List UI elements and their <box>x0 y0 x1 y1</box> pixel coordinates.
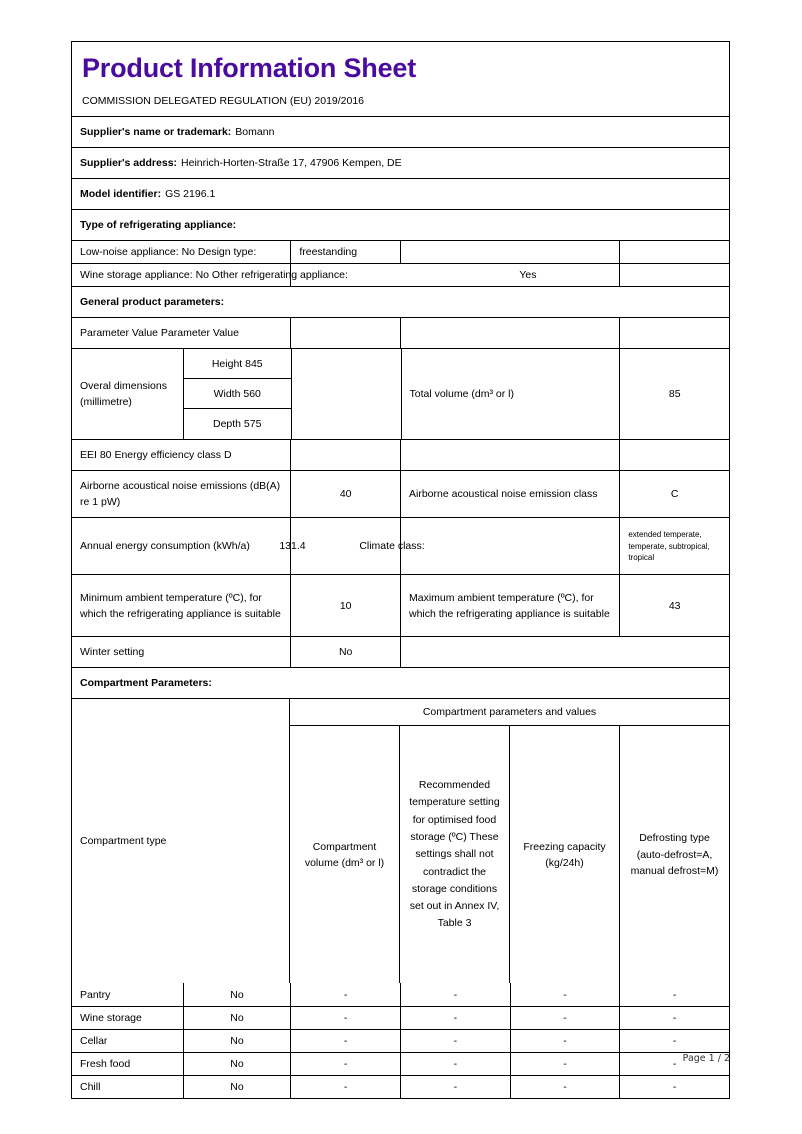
compartment-volume-cell: - <box>290 983 400 1006</box>
max-ambient-value: 43 <box>619 575 729 636</box>
total-volume-label: Total volume (dm³ or l) <box>401 349 620 439</box>
compartment-volume-cell: - <box>290 1076 400 1098</box>
page-title: Product Information Sheet <box>82 53 417 83</box>
compartment-section-row <box>72 667 729 698</box>
dimension-height: Height 845 <box>184 349 291 379</box>
eei-row <box>72 439 729 470</box>
page-number: Page 1 / 2 <box>682 1053 730 1064</box>
noise-class-label: Airborne acoustical noise emission class <box>400 471 619 517</box>
climate-class-label: Climate class: <box>359 540 425 553</box>
supplier-address-label: Supplier's address: <box>80 157 178 170</box>
compartment-defrosting-cell: - <box>619 1076 729 1098</box>
design-type-value: freestanding <box>299 246 358 259</box>
other-appliance-value: Yes <box>519 269 537 282</box>
compartment-temperature-cell: - <box>400 1076 510 1098</box>
dimension-width: Width 560 <box>184 379 291 409</box>
eei-text: EEI 80 Energy efficiency class D <box>80 449 232 462</box>
compartment-volume-header: Compartment volume (dm³ or l) <box>289 726 399 983</box>
parameter-header-row <box>72 317 729 348</box>
compartment-type-cell: Pantry <box>80 988 111 1001</box>
compartment-freezing-cell: - <box>510 1007 620 1029</box>
compartment-temperature-cell: - <box>400 1007 510 1029</box>
parameter-header-spacer-2 <box>400 318 619 348</box>
compartment-header-group <box>289 699 729 983</box>
min-ambient-label: Minimum ambient temperature (ºC), for which the refrigerating appliance is suitable <box>80 591 281 620</box>
noise-row <box>72 470 729 517</box>
eei-spacer-1 <box>290 440 400 470</box>
compartment-present-cell: No <box>183 1053 291 1075</box>
compartment-subheaders <box>289 726 729 983</box>
compartment-defrosting-cell: - <box>619 983 729 1006</box>
header-block <box>72 42 729 116</box>
compartment-temperature-cell: - <box>400 1030 510 1052</box>
supplier-name-cell <box>72 117 729 147</box>
compartment-volume-cell: - <box>290 1030 400 1052</box>
annual-energy-row <box>72 517 729 574</box>
information-table <box>71 41 730 1099</box>
table-row <box>72 983 729 1006</box>
compartment-present-cell: No <box>183 1076 291 1098</box>
table-row <box>72 1029 729 1052</box>
header-row <box>72 42 729 116</box>
parameter-header-spacer-3 <box>619 318 729 348</box>
compartment-type-cell: Wine storage <box>80 1012 142 1025</box>
annual-energy-value: 131.4 <box>279 540 306 553</box>
compartment-volume-cell: - <box>290 1007 400 1029</box>
annual-energy-value-cell <box>279 518 425 574</box>
compartment-volume-cell: - <box>290 1053 400 1075</box>
general-parameters-section-label: General product parameters: <box>80 296 225 309</box>
compartment-temperature-cell: - <box>400 983 510 1006</box>
winter-setting-label: Winter setting <box>80 646 145 659</box>
table-row <box>72 1006 729 1029</box>
table-row <box>72 1052 729 1075</box>
compartment-temperature-cell: - <box>400 1053 510 1075</box>
compartment-temperature-header: Recommended temperature setting for optimised food storage (ºC) These settings shall not contradict the storage conditions set out in Annex IV, Table 3 <box>399 726 509 983</box>
wine-storage-label-cell <box>72 264 348 286</box>
compartment-defrosting-cell: - <box>619 1030 729 1052</box>
total-volume-value: 85 <box>619 349 729 439</box>
supplier-address-row <box>72 147 729 178</box>
climate-class-spacer <box>400 518 619 574</box>
noise-class-value: C <box>619 471 729 517</box>
compartment-group-header: Compartment parameters and values <box>289 699 729 726</box>
compartment-freezing-cell: - <box>510 1076 620 1098</box>
compartment-freezing-cell: - <box>510 1030 620 1052</box>
model-identifier-label: Model identifier: <box>80 188 162 201</box>
annual-energy-label: Annual energy consumption (kWh/a) <box>80 540 250 553</box>
dimension-depth: Depth 575 <box>213 418 262 431</box>
eei-spacer-3 <box>619 440 729 470</box>
min-ambient-value: 10 <box>290 575 400 636</box>
other-appliance-value-cell <box>290 264 619 286</box>
compartment-freezing-cell: - <box>510 1053 620 1075</box>
winter-setting-spacer <box>400 637 729 667</box>
parameter-header-spacer-1 <box>290 318 400 348</box>
supplier-name-value: Bomann <box>235 126 275 139</box>
low-noise-spacer-cell <box>400 241 619 263</box>
wine-storage-type-row <box>72 263 729 286</box>
compartment-section-label: Compartment Parameters: <box>80 677 212 690</box>
dimensions-values <box>183 349 291 439</box>
appliance-type-section-label: Type of refrigerating appliance: <box>80 219 237 232</box>
winter-setting-value: No <box>290 637 400 667</box>
design-type-value-cell <box>290 241 400 263</box>
compartment-type-cell: Fresh food <box>80 1058 131 1071</box>
compartment-defrosting-cell: - <box>619 1007 729 1029</box>
dimensions-spacer-cell <box>291 349 401 439</box>
annual-energy-label-cell <box>72 518 290 574</box>
table-row <box>72 1075 729 1098</box>
low-noise-label: Low-noise appliance: No Design type: <box>80 246 257 259</box>
compartment-type-cell: Cellar <box>80 1035 108 1048</box>
compartment-type-header: Compartment type <box>80 835 167 848</box>
compartment-freezing-header: Freezing capacity (kg/24h) <box>509 726 619 983</box>
general-parameters-section-row <box>72 286 729 317</box>
compartment-rows <box>72 983 729 1098</box>
compartment-present-cell: No <box>183 983 291 1006</box>
climate-class-value: extended temperate, temperate, subtropical, tropical <box>619 518 729 574</box>
supplier-address-value: Heinrich-Horten-Straße 17, 47906 Kempen, DE <box>181 157 402 170</box>
appliance-type-section-row <box>72 209 729 240</box>
noise-value: 40 <box>290 471 400 517</box>
compartment-type-cell: Chill <box>80 1081 101 1094</box>
eei-spacer-2 <box>400 440 619 470</box>
low-noise-row <box>72 240 729 263</box>
noise-label: Airborne acoustical noise emissions (dB(A) re 1 pW) <box>80 480 281 509</box>
parameter-header-cell: Parameter Value Parameter Value <box>80 327 239 340</box>
compartment-freezing-cell: - <box>510 983 620 1006</box>
supplier-name-label: Supplier's name or trademark: <box>80 126 232 139</box>
wine-storage-spacer-cell <box>619 264 729 286</box>
model-identifier-value: GS 2196.1 <box>165 188 216 201</box>
supplier-address-cell <box>72 148 729 178</box>
low-noise-spacer-cell-2 <box>619 241 729 263</box>
model-identifier-cell <box>72 179 729 209</box>
model-identifier-row <box>72 178 729 209</box>
compartment-defrosting-header: Defrosting type (auto-defrost=A, manual defrost=M) <box>619 726 729 983</box>
low-noise-label-cell <box>72 241 290 263</box>
compartment-defrosting-cell: - <box>619 1053 729 1075</box>
supplier-name-row <box>72 116 729 147</box>
compartment-present-cell: No <box>183 1007 291 1029</box>
winter-setting-row <box>72 636 729 667</box>
wine-storage-label: Wine storage appliance: No Other refrigerating appliance: <box>80 269 348 282</box>
ambient-temperature-row <box>72 574 729 636</box>
regulation-subtitle: COMMISSION DELEGATED REGULATION (EU) 2019/2016 <box>82 94 365 107</box>
dimensions-label: Overal dimensions (millimetre) <box>80 380 167 409</box>
dimensions-row <box>72 348 729 439</box>
compartment-present-cell: No <box>183 1030 291 1052</box>
max-ambient-label: Maximum ambient temperature (ºC), for which the refrigerating appliance is suitable <box>400 575 619 636</box>
compartment-header-row <box>72 698 729 983</box>
